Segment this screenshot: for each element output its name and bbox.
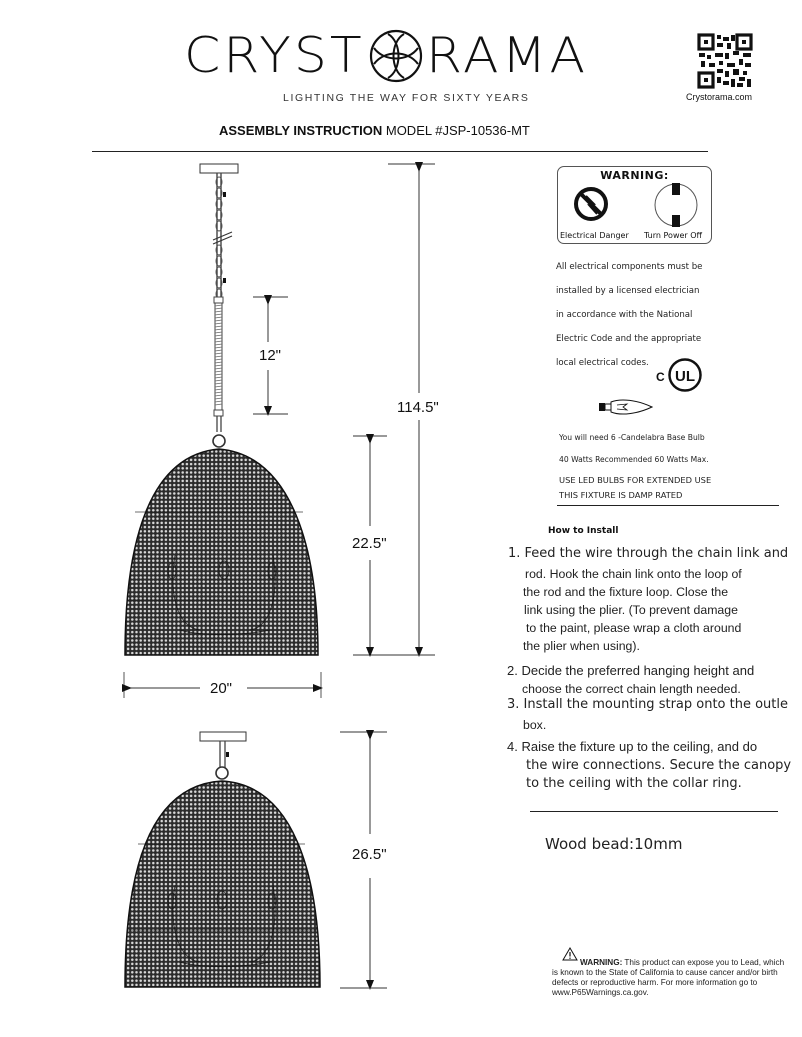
install-step-4-cont: to the ceiling with the collar ring.: [526, 776, 742, 791]
dimension-shade-height: 22.5": [352, 535, 387, 552]
website-link[interactable]: Crystorama.com: [686, 92, 753, 102]
ul-c-mark: C: [656, 370, 665, 384]
turn-power-off-caption: Turn Power Off: [644, 231, 703, 240]
install-step-1-cont: the rod and the fixture loop. Close the: [523, 585, 729, 599]
install-step-3: 3. Install the mounting strap onto the outle: [507, 697, 789, 712]
brand-tagline: LIGHTING THE WAY FOR SIXTY YEARS: [283, 92, 530, 104]
install-step-1-cont: the plier when using).: [523, 639, 640, 653]
damp-rating: THIS FIXTURE IS DAMP RATED: [559, 490, 683, 500]
dimension-width: 20": [210, 680, 233, 697]
install-step-1-cont: to the paint, please wrap a cloth around: [526, 621, 742, 635]
install-step-2-cont: choose the correct chain length needed.: [522, 682, 741, 696]
electrical-notice-line: installed by a licensed electrician: [556, 286, 700, 296]
page-title: ASSEMBLY INSTRUCTION MODEL #JSP-10536-MT: [219, 123, 530, 138]
electrical-notice-line: All electrical components must be: [556, 262, 703, 272]
candelabra-bulb-icon: [597, 396, 655, 418]
dimension-overall-height: 114.5": [397, 399, 439, 416]
power-off-icon: [652, 181, 700, 229]
prop65-warning: WARNING: This product can expose you to Lead, which is known to the State of California to cause cancer and/or birth defects or reproductive harm. For more information go to www.P65Warnings.ca.gov.: [552, 958, 785, 997]
svg-text:UL: UL: [675, 368, 695, 385]
install-step-1-cont: link using the plier. (To prevent damage: [524, 603, 738, 617]
electrical-danger-icon: [572, 184, 610, 224]
electrical-warning-box: [557, 166, 712, 244]
dimension-rod-length: 12": [259, 347, 282, 364]
electrical-notice-line: local electrical codes.: [556, 358, 649, 368]
electrical-notice-line: in accordance with the National: [556, 310, 693, 320]
wood-bead-spec: Wood bead:10mm: [545, 835, 683, 853]
brand-logo-left: CRYST: [184, 27, 365, 85]
warning-title: WARNING:: [600, 169, 669, 182]
install-step-4: 4. Raise the fixture up to the ceiling, and do: [507, 739, 758, 754]
brand-logo-right: RAMA: [426, 27, 589, 85]
bulb-info-divider: [557, 505, 779, 506]
install-divider: [530, 811, 778, 812]
wattage-info: 40 Watts Recommended 60 Watts Max.: [559, 455, 709, 464]
install-step-1: 1. Feed the wire through the chain link and: [508, 546, 789, 561]
bulb-requirement: You will need 6 -Candelabra Base Bulb: [559, 433, 705, 442]
led-recommendation: USE LED BULBS FOR EXTENDED USE: [559, 475, 712, 485]
electrical-danger-caption: Electrical Danger: [560, 231, 629, 240]
install-step-4-cont: the wire connections. Secure the canopy: [526, 758, 792, 773]
dimension-flush-height: 26.5": [352, 846, 387, 863]
ul-listed-icon: [667, 357, 703, 393]
how-to-install-heading: How to Install: [548, 526, 619, 536]
install-step-3-cont: box.: [523, 718, 547, 732]
electrical-notice-line: Electric Code and the appropriate: [556, 334, 702, 344]
install-step-1-cont: rod. Hook the chain link onto the loop of: [525, 567, 742, 581]
install-step-2: 2. Decide the preferred hanging height and: [507, 663, 755, 678]
qr-code-icon[interactable]: [697, 33, 753, 89]
